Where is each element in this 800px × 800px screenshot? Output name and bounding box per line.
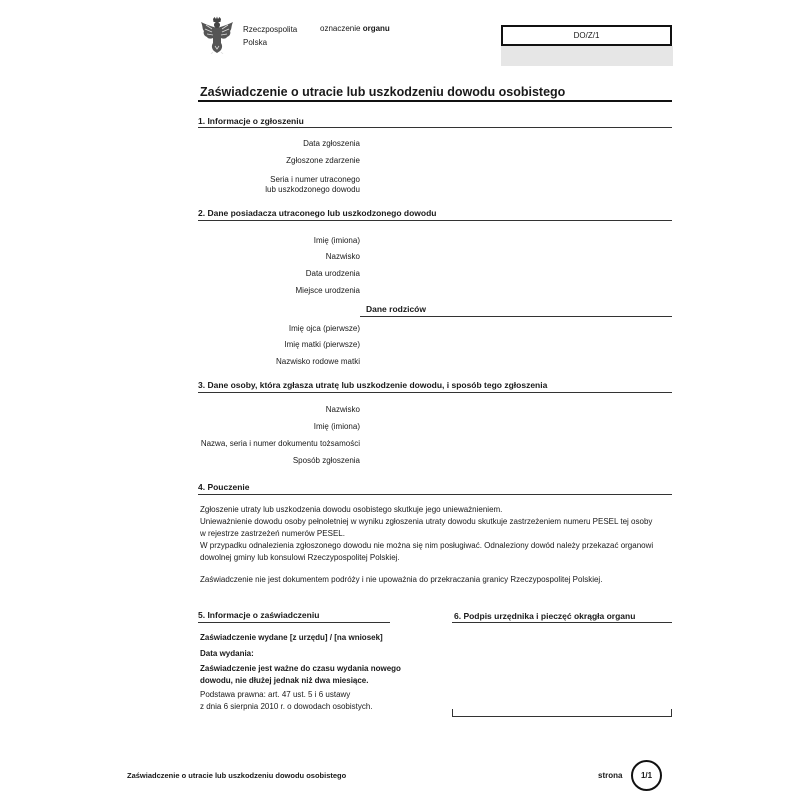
field-label-birth-date: Data urodzenia	[305, 269, 360, 278]
section6-rule	[452, 622, 672, 623]
field-label-mother-name: Imię matki (pierwsze)	[284, 340, 360, 349]
organ-designation-label: oznaczenie organu	[320, 24, 390, 33]
field-label-first-names: Imię (imiona)	[313, 236, 360, 245]
validity-line2: dowodu, nie dłużej jednak niż dwa miesiące.	[200, 676, 369, 685]
validity-line1: Zaświadczenie jest ważne do czasu wydania nowego	[200, 664, 401, 673]
document-code-box: DO/Z/1	[501, 25, 672, 46]
field-label-reporter-surname: Nazwisko	[325, 405, 360, 414]
organ-stamp-area	[501, 46, 673, 66]
parents-rule	[360, 316, 672, 317]
section5-heading: 5. Informacje o zaświadczeniu	[198, 610, 320, 620]
section5-rule	[198, 622, 390, 623]
instructions-text	[200, 504, 653, 564]
instruction-line: Unieważnienie dowodu osoby pełnoletniej w wyniku zgłoszenia utraty dowodu skutkuje zastrzeżeniem numeru PESEL tej osoby	[200, 517, 653, 526]
legal-basis-line2: z dnia 6 sierpnia 2010 r. o dowodach osobistych.	[200, 702, 373, 711]
section3-rule	[198, 392, 672, 393]
field-label-reporter-first-names: Imię (imiona)	[313, 422, 360, 431]
field-label-series-number-line1: Seria i numer utraconego	[270, 175, 360, 184]
polish-eagle-emblem	[200, 16, 234, 54]
instruction-line: dowolnej gminy lub konsulowi Rzeczypospolitej Polskiej.	[200, 553, 400, 562]
country-name-line2: Polska	[243, 38, 268, 47]
section2-rule	[198, 220, 672, 221]
section1-heading: 1. Informacje o zgłoszeniu	[198, 116, 304, 126]
field-label-series-number-line2: lub uszkodzonego dowodu	[265, 185, 360, 194]
section2-heading: 2. Dane posiadacza utraconego lub uszkodzonego dowodu	[198, 208, 437, 218]
travel-document-notice: Zaświadczenie nie jest dokumentem podróży i nie upoważnia do przekraczania granicy Rzeczypospolitej Polskiej.	[200, 575, 603, 584]
field-label-reported-event: Zgłoszone zdarzenie	[286, 156, 360, 165]
section4-heading: 4. Pouczenie	[198, 482, 250, 492]
legal-basis-line1: Podstawa prawna: art. 47 ust. 5 i 6 ustawy	[200, 690, 351, 699]
field-label-mother-maiden-name: Nazwisko rodowe matki	[275, 357, 360, 366]
issue-date-label: Data wydania:	[200, 649, 254, 658]
field-label-identity-document: Nazwa, seria i numer dokumentu tożsamości	[200, 439, 360, 448]
field-label-father-name: Imię ojca (pierwsze)	[288, 324, 360, 333]
instruction-line: W przypadku odnalezienia zgłoszonego dowodu nie można się nim posługiwać. Odnaleziony dowód należy przekazać organowi	[200, 541, 654, 550]
parents-subheading: Dane rodziców	[366, 304, 426, 314]
country-name-line1: Rzeczpospolita	[243, 25, 298, 34]
field-label-birth-place: Miejsce urodzenia	[295, 286, 360, 295]
field-label-surname: Nazwisko	[325, 252, 360, 261]
footer-title: Zaświadczenie o utracie lub uszkodzeniu dowodu osobistego	[127, 771, 347, 780]
page-label: strona	[598, 771, 623, 780]
field-label-report-method: Sposób zgłoszenia	[292, 456, 360, 465]
title-underline	[198, 100, 672, 102]
section3-heading: 3. Dane osoby, która zgłasza utratę lub uszkodzenie dowodu, i sposób tego zgłoszenia	[198, 380, 548, 390]
instruction-line: w rejestrze zastrzeżeń numerów PESEL.	[200, 529, 345, 538]
signature-stamp-area	[452, 709, 672, 717]
instruction-line: Zgłoszenie utraty lub uszkodzenia dowodu osobistego skutkuje jego unieważnieniem.	[200, 505, 503, 514]
section1-rule	[198, 127, 672, 128]
field-label-report-date: Data zgłoszenia	[303, 139, 360, 148]
document-title: Zaświadczenie o utracie lub uszkodzeniu dowodu osobistego	[200, 85, 566, 99]
section4-rule	[198, 494, 672, 495]
issued-mode-text: Zaświadczenie wydane [z urzędu] / [na wniosek]	[200, 633, 383, 642]
section6-heading: 6. Podpis urzędnika i pieczęć okrągła organu	[454, 611, 636, 621]
page-number-badge: 1/1	[631, 760, 662, 791]
